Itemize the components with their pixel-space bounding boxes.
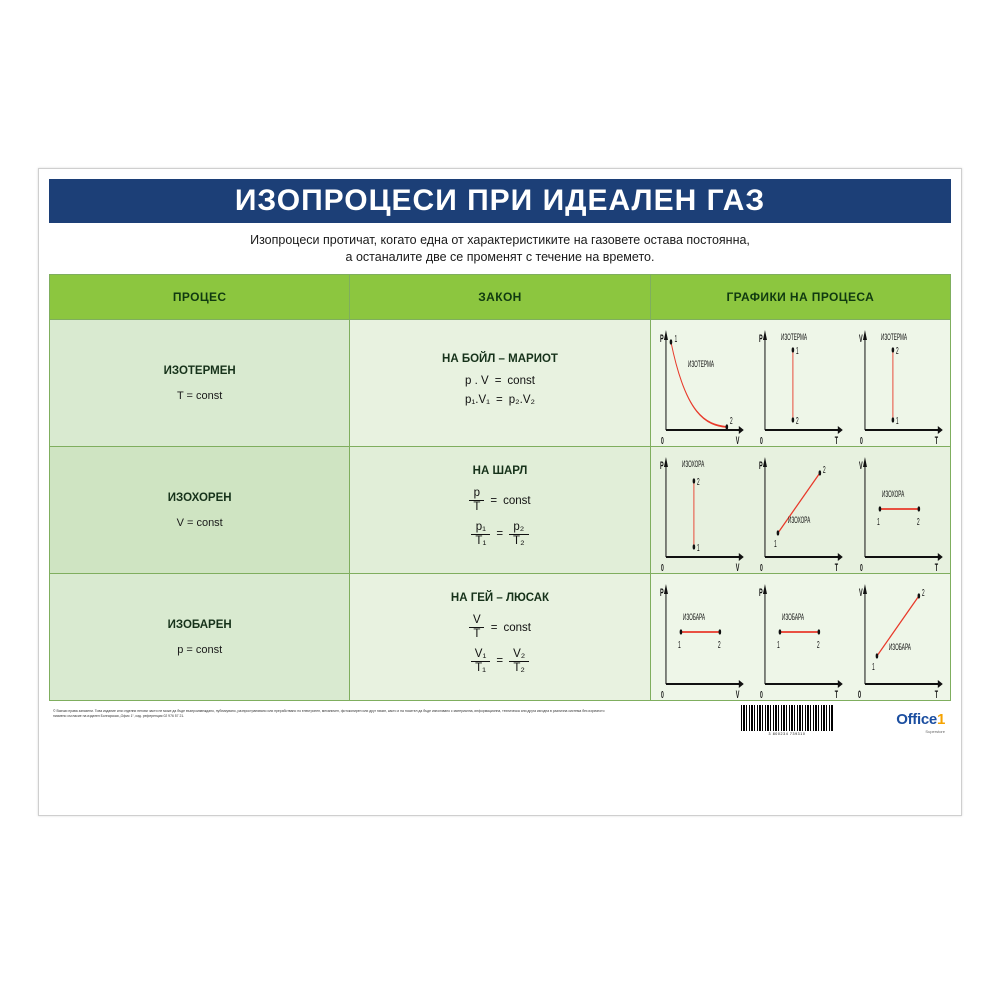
- numerator: V₂: [513, 648, 526, 660]
- x-axis-label: V: [735, 433, 740, 446]
- point-2-label: 2: [729, 415, 733, 427]
- denominator: T: [469, 500, 484, 514]
- point-2-label: 2: [917, 516, 920, 528]
- cell-law-charles: [350, 447, 650, 574]
- eq2-equals: =: [496, 528, 504, 541]
- poster-title-bar: [49, 179, 951, 223]
- cell-law-boyle-mariotte: [350, 320, 650, 447]
- table-row: [50, 574, 951, 701]
- numerator: V₁: [474, 648, 487, 660]
- table-row: [50, 447, 951, 574]
- y-axis-label: P: [659, 458, 664, 472]
- denominator: T₂: [509, 534, 529, 548]
- x-axis-label: V: [735, 560, 740, 573]
- brand-main: Office: [896, 711, 937, 728]
- point-1-label: 1: [774, 538, 778, 550]
- eq1-left: p . V: [465, 375, 489, 387]
- denominator: T₁: [471, 534, 490, 548]
- table-header-row: [50, 275, 951, 320]
- curve-label: ИЗОТЕРМА: [881, 331, 908, 343]
- process-condition: T = const: [176, 389, 223, 402]
- eq2-equals: =: [496, 655, 504, 668]
- brand-accent: 1: [936, 711, 945, 728]
- numerator: p: [473, 487, 481, 500]
- point-2-label: 2: [922, 587, 925, 599]
- origin-label: 0: [760, 562, 764, 573]
- graph-isothermal-pt: [750, 320, 850, 446]
- curve-label: ИЗОТЕРМА: [687, 358, 714, 370]
- brand-tagline: Superstore: [925, 729, 945, 734]
- graph-isochoric-pv: [651, 447, 751, 573]
- point-1-label: 1: [677, 639, 681, 651]
- cell-process-isochoric: [50, 447, 350, 574]
- process-name: ИЗОХОРЕН: [167, 491, 232, 504]
- eq1-right: const: [503, 621, 531, 634]
- numerator: V: [473, 614, 481, 627]
- point-2-label: 2: [896, 345, 899, 357]
- law-equation-2: [354, 394, 645, 406]
- graph-isochoric-vt: [850, 447, 950, 573]
- y-axis-label: V: [859, 331, 863, 345]
- numerator: p₂: [513, 521, 525, 533]
- fraction-p1-over-t1: [471, 521, 490, 548]
- subtitle-line-1: Изопроцеси протичат, когато една от характеристиките на газовете остава постоянна,: [250, 233, 750, 247]
- subtitle-line-2: а останалите две се променят с течение на времето.: [345, 250, 655, 264]
- cell-process-isothermal: [50, 320, 350, 447]
- eq1-equals: =: [494, 375, 502, 387]
- barcode: [741, 705, 833, 736]
- point-1-label: 1: [896, 415, 899, 427]
- header-process: ПРОЦЕС: [50, 275, 350, 320]
- point-2-label: 2: [796, 415, 800, 427]
- page-title: ИЗОПРОЦЕСИ ПРИ ИДЕАЛЕН ГАЗ: [234, 184, 766, 217]
- curve-label: ИЗОХОРА: [681, 458, 704, 470]
- table-row: [50, 320, 951, 447]
- brand-logo: [896, 711, 945, 734]
- graph-isochoric-pt: [750, 447, 850, 573]
- origin-label: 0: [860, 435, 863, 446]
- denominator: T₂: [509, 661, 529, 675]
- y-axis-label: V: [859, 458, 863, 472]
- law-equation-1: [354, 614, 645, 641]
- process-condition: p = const: [177, 643, 223, 656]
- origin-label: 0: [858, 687, 862, 700]
- curve-label: ИЗОТЕРМА: [781, 331, 808, 343]
- x-axis-label: T: [835, 560, 839, 573]
- law-name: НА ШАРЛ: [472, 465, 528, 478]
- graph-isobaric-pv: [651, 574, 751, 700]
- barcode-number: 3 800234 739310: [768, 732, 806, 736]
- process-condition: V = const: [176, 516, 223, 529]
- fraction-v1-over-t1: [471, 648, 491, 675]
- cell-graphs-isochoric: [650, 447, 950, 574]
- poster: [38, 168, 962, 816]
- y-axis-label: V: [859, 585, 863, 599]
- y-axis-label: P: [759, 458, 764, 472]
- fraction-v2-over-t2: [509, 648, 529, 675]
- process-name: ИЗОБАРЕН: [167, 618, 232, 631]
- y-axis-label: P: [659, 585, 664, 599]
- origin-label: 0: [760, 689, 764, 700]
- point-1-label: 1: [796, 345, 800, 357]
- eq1-equals: =: [490, 621, 498, 634]
- curve-label: ИЗОБАРА: [782, 611, 805, 623]
- point-1-label: 1: [674, 333, 677, 345]
- graph-isobaric-vt: [850, 574, 950, 700]
- y-axis-label: P: [759, 331, 764, 345]
- numerator: p₁: [475, 521, 487, 533]
- y-axis-label: P: [659, 331, 664, 345]
- graph-isothermal-pv: [651, 320, 751, 446]
- point-2-label: 2: [696, 476, 700, 488]
- law-equation-2: [354, 521, 645, 548]
- header-law: ЗАКОН: [350, 275, 650, 320]
- curve-label: ИЗОБАРА: [682, 611, 705, 623]
- eq2-equals: =: [496, 394, 503, 406]
- cell-law-gay-lussac: [350, 574, 650, 701]
- x-axis-label: T: [935, 687, 939, 700]
- curve-label: ИЗОХОРА: [882, 488, 905, 500]
- poster-footer: [49, 705, 951, 747]
- legal-text: © Всички права запазени. Това издание или отделни негови части не може да бъде възпроизвеждано, публикувано, разпространявано или преработвано по електронен, механичен, фотокопирен или друг начин, както и на носител да бъде използвано с материална, информационна, техническа или друга изгодна в различна система без изричното писмено съгласие на издател Болгарская „Офис 1“, изд. референция 02 976 57 21.: [53, 709, 605, 718]
- curve-label: ИЗОХОРА: [788, 514, 811, 526]
- point-1-label: 1: [872, 661, 875, 673]
- cell-graphs-isobaric: [650, 574, 950, 701]
- point-2-label: 2: [817, 639, 821, 651]
- eq1-equals: =: [490, 494, 498, 507]
- origin-label: 0: [660, 435, 664, 446]
- fraction-p2-over-t2: [509, 521, 529, 548]
- x-axis-label: T: [835, 433, 839, 446]
- eq1-right: const: [503, 494, 531, 507]
- origin-label: 0: [660, 562, 664, 573]
- header-graphs: ГРАФИКИ НА ПРОЦЕСА: [650, 275, 950, 320]
- graph-isobaric-pt: [750, 574, 850, 700]
- eq2-left: p₁.V₁: [465, 394, 491, 406]
- origin-label: 0: [760, 435, 764, 446]
- origin-label: 0: [860, 562, 863, 573]
- law-equation-2: [354, 648, 645, 675]
- point-2-label: 2: [717, 639, 721, 651]
- point-1-label: 1: [777, 639, 781, 651]
- brand-name: [896, 711, 945, 728]
- eq2-right: p₂.V₂: [508, 394, 535, 406]
- point-2-label: 2: [823, 464, 827, 476]
- origin-label: 0: [660, 689, 664, 700]
- cell-process-isobaric: [50, 574, 350, 701]
- eq1-right: const: [507, 375, 535, 387]
- law-name: НА БОЙЛ – МАРИОТ: [442, 353, 558, 365]
- y-axis-label: P: [759, 585, 764, 599]
- denominator: T₁: [471, 661, 490, 675]
- isoprocess-table: [49, 274, 951, 701]
- graph-isothermal-vt: [850, 320, 950, 446]
- law-name: НА ГЕЙ – ЛЮСАК: [450, 592, 550, 605]
- x-axis-label: T: [935, 560, 939, 573]
- law-equation-1: [354, 487, 645, 514]
- fraction-p-over-t: [469, 487, 484, 514]
- law-equation-1: [354, 375, 645, 387]
- curve-label: ИЗОБАРА: [889, 641, 912, 653]
- x-axis-label: T: [935, 433, 939, 446]
- barcode-bars: [741, 705, 833, 731]
- poster-subtitle: [49, 223, 951, 274]
- point-1-label: 1: [877, 516, 880, 528]
- cell-graphs-isothermal: [650, 320, 950, 447]
- denominator: T: [469, 627, 484, 641]
- process-name: ИЗОТЕРМЕН: [163, 364, 236, 377]
- x-axis-label: T: [835, 687, 839, 700]
- point-1-label: 1: [696, 542, 700, 554]
- fraction-v-over-t: [469, 614, 485, 641]
- x-axis-label: V: [735, 687, 740, 700]
